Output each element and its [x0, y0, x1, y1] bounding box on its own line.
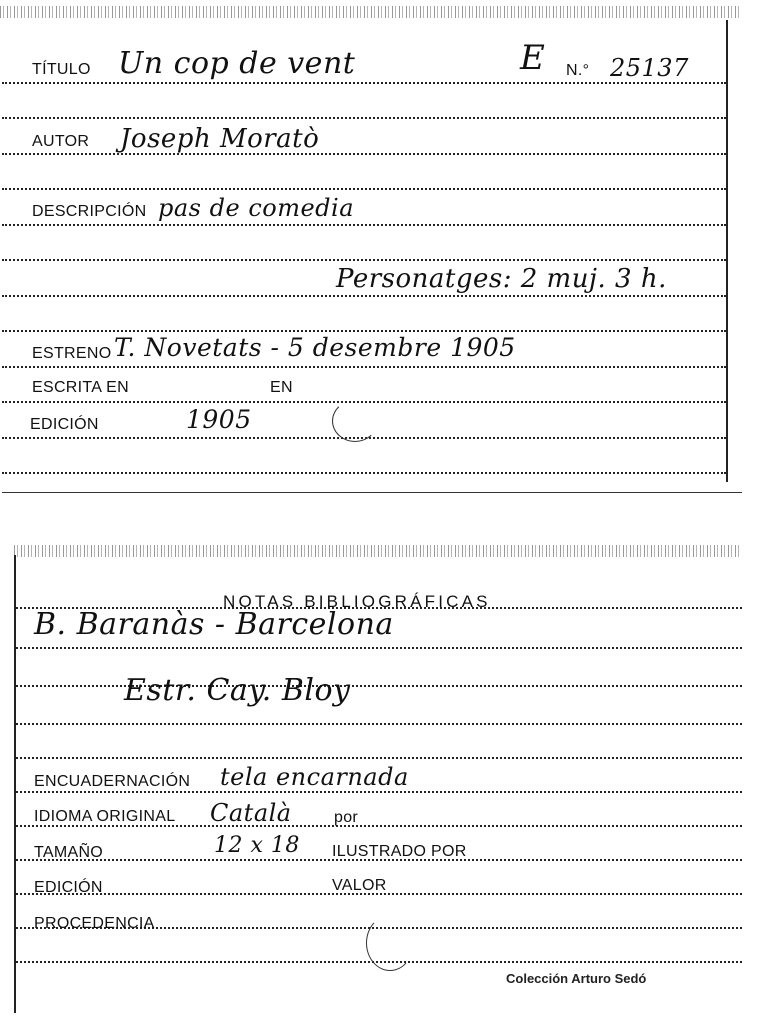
number-value: 25137	[610, 54, 689, 82]
catalog-letter: E	[520, 38, 545, 78]
rule	[16, 757, 742, 759]
encuadernacion-label: ENCUADERNACIÓN	[34, 773, 191, 790]
collection-footer: Colección Arturo Sedó	[506, 971, 647, 986]
tamano-value: 12 x 18	[214, 833, 300, 858]
rule	[16, 723, 742, 725]
rule	[16, 791, 742, 793]
punch-hole	[366, 915, 414, 971]
note-line-2: Estr. Cay. Bloy	[124, 673, 351, 708]
edicion-value: 1905	[186, 405, 252, 434]
procedencia-label: PROCEDENCIA	[34, 915, 155, 932]
rule	[2, 366, 726, 368]
card-right-edge	[726, 20, 728, 482]
rule	[2, 153, 726, 155]
descripcion-label: DESCRIPCIÓN	[32, 203, 147, 220]
section-heading: NOTAS BIBLIOGRÁFICAS	[223, 592, 491, 611]
scan-noise-border	[0, 6, 742, 18]
titulo-label: TÍTULO	[32, 61, 91, 78]
escrita-label: ESCRITA EN	[32, 379, 129, 396]
number-label: N.°	[566, 62, 590, 79]
autor-label: AUTOR	[32, 133, 90, 150]
ilustrado-label: ILUSTRADO POR	[332, 843, 467, 860]
rule	[2, 224, 726, 226]
personajes-value: Personatges: 2 muj. 3 h.	[336, 264, 667, 294]
catalog-card-front	[0, 0, 742, 494]
por-label: por	[334, 809, 359, 826]
card-bottom-edge	[2, 492, 742, 493]
punch-hole	[332, 400, 378, 442]
note-line-1: B. Baranàs - Barcelona	[34, 607, 394, 642]
encuadernacion-value: tela encarnada	[220, 763, 409, 791]
en-label: EN	[270, 379, 293, 396]
idioma-value: Català	[210, 799, 292, 827]
rule	[2, 188, 726, 190]
rule	[2, 82, 726, 84]
tamano-label: TAMAÑO	[34, 844, 104, 861]
rule	[2, 295, 726, 297]
rule	[2, 259, 726, 261]
idioma-label: IDIOMA ORIGINAL	[34, 808, 176, 825]
catalog-card-back	[14, 545, 742, 1015]
edicion-label-2: EDICIÓN	[34, 879, 103, 896]
valor-label: VALOR	[332, 877, 387, 894]
card-left-edge	[14, 555, 16, 1013]
rule	[2, 472, 726, 474]
descripcion-value: pas de comedia	[158, 194, 355, 222]
estreno-label: ESTRENO	[32, 345, 112, 362]
rule	[2, 330, 726, 332]
rule	[16, 647, 742, 649]
rule	[2, 117, 726, 119]
edicion-label: EDICIÓN	[30, 416, 99, 433]
estreno-value: T. Novetats - 5 desembre 1905	[114, 333, 516, 362]
titulo-value: Un cop de vent	[118, 46, 356, 81]
autor-value: Joseph Moratò	[120, 124, 320, 154]
scan-noise-border	[14, 545, 742, 557]
